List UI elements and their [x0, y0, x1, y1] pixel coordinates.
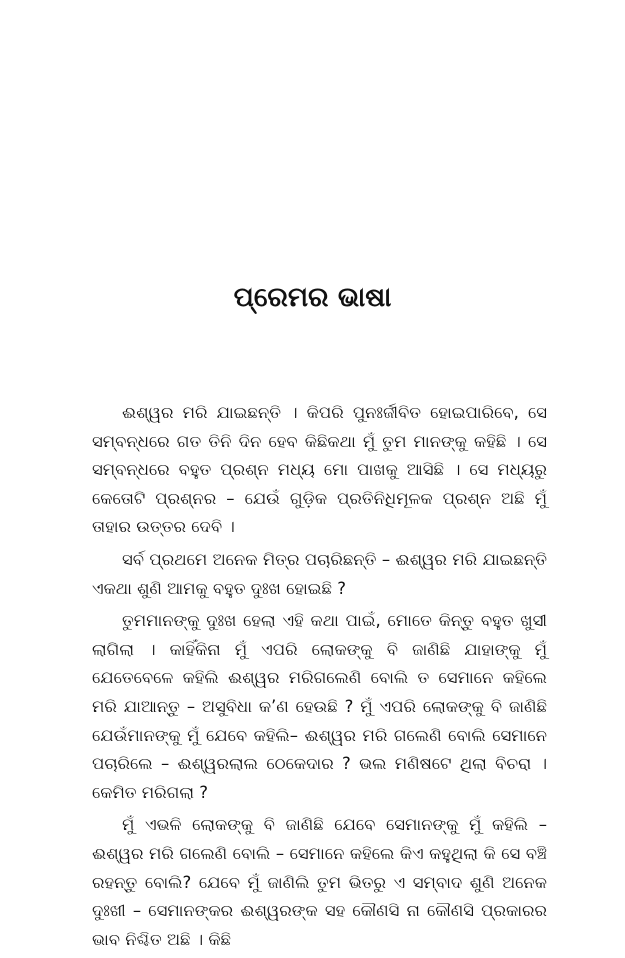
paragraph-2: ସର୍ବ ପ୍ରଥମେ ଅନେକ ମିତ୍ର ପଚାରିଛନ୍ତି – ଈଶ୍ୱର ମରି ଯାଇଛନ୍ତି ଏକଥା ଶୁଣି ଆମକୁ ବହୁତ ଦୁଃଖ ହୋଇଛି ?: [92, 549, 547, 598]
chapter-title: ପ୍ରେମର ଭାଷା: [233, 282, 392, 313]
paragraph-3: ତୁମମାନଙ୍କୁ ଦୁଃଖ ହେଲା ଏହି କଥା ପାଇଁ, ମୋତେ କିନ୍ତୁ ବହୁତ ଖୁସୀ ଲାଗିଲା । କାହିଁକିନା ମୁଁ ଏପରି ଲୋକଙ୍କୁ ବି ଜାଣିଛି ଯାହାଙ୍କୁ ମୁଁ ଯେତେବେଳେ କହିଲି ଈଶ୍ୱର ମରିଗଲେଣି ବୋଲି ତ ସେମାନେ କହିଲେ ମରି ଯାଆନ୍ତୁ – ଅସୁବିଧା କ’ଣ ହେଉଛି ? ମୁଁ ଏପରି ଲୋକଙ୍କୁ ବି ଜାଣିଛି ଯେଉଁମାନଙ୍କୁ ମୁଁ ଯେବେ କହିଲି– ଈଶ୍ୱର ମରି ଗଲେଣି ବୋଲି ସେମାନେ ପଚାରିଲେ – ଈଶ୍ୱରଲାଲ ଠେକେଦାର ? ଭଲ ମଣିଷଟେ ଥିଲା ବିଚରା । କେମିତ ମରିଗଲା ?: [92, 611, 547, 802]
chapter-body: [92, 399, 547, 958]
paragraph-1: ଈଶ୍ୱର ମରି ଯାଇଛନ୍ତି । କିପରି ପୁନଃର୍ଜୀବିତ ହୋଇପାରିବେ, ସେ ସମ୍ବନ୍ଧରେ ଗତ ତିନି ଦିନ ହେବ କିଛିକଥା ମୁଁ ତୁମ ମାନଙ୍କୁ କହିଛି । ସେ ସମ୍ବନ୍ଧରେ ବହୁତ ପ୍ରଶ୍ନ ମଧ୍ୟ ମୋ ପାଖକୁ ଆସିଛି । ସେ ମଧ୍ୟରୁ କେତୋଟି ପ୍ରଶ୍ନର – ଯେଉଁ ଗୁଡ଼ିକ ପ୍ରତିନିଧିମୂଳକ ପ୍ରଶ୍ନ ଅଛି ମୁଁ ତାହାର ଉତ୍ତର ଦେବି ।: [92, 403, 547, 537]
paragraph-4: ମୁଁ ଏଭଳି ଲୋକଙ୍କୁ ବି ଜାଣିଛି ଯେବେ ସେମାନଙ୍କୁ ମୁଁ କହିଲି – ଈଶ୍ୱର ମରି ଗଲେଣି ବୋଲି – ସେମାନେ କହିଲେ କିଏ କହୁଥିଲା କି ସେ ବଞ୍ଚି ରହନ୍ତୁ ବୋଲି? ଯେବେ ମୁଁ ଜାଣିଲି ତୁମ ଭିତରୁ ଏ ସମ୍ବାଦ ଶୁଣି ଅନେକ ଦୁଃଖୀ – ସେମାନଙ୍କର ଈଶ୍ୱରଙ୍କ ସହ କୌଣସି ନା କୌଣସି ପ୍ରକାରର ଭାବ ନିଶ୍ଚିତ ଅଛି । କିଛି: [92, 815, 547, 949]
